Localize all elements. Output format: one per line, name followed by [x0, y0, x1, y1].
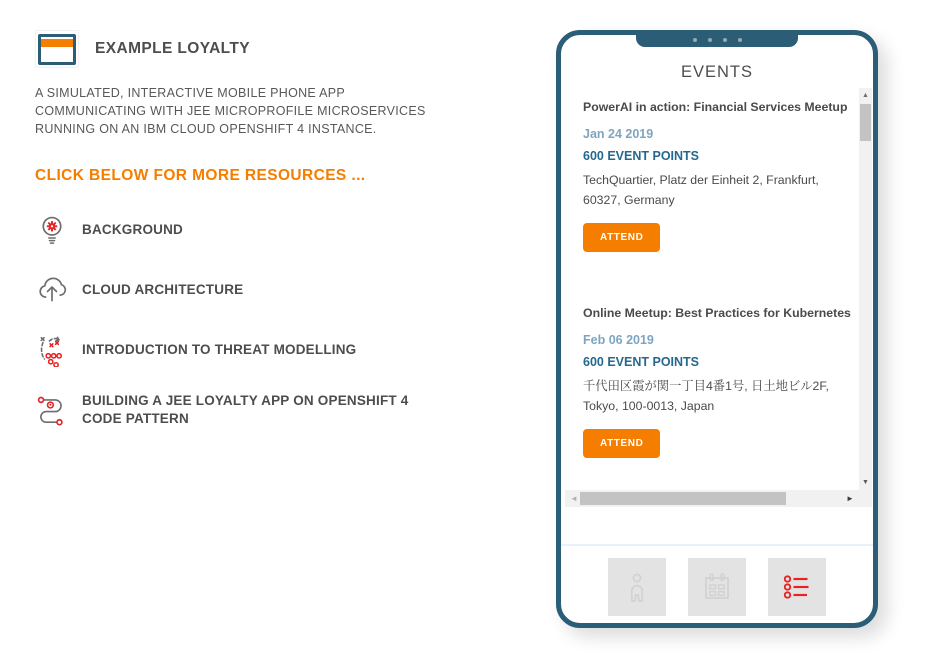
tab-events-list[interactable]	[768, 558, 826, 616]
app-header	[35, 30, 445, 68]
resource-label: INTRODUCTION TO THREAT MODELLING	[82, 341, 357, 357]
scroll-left-arrow-icon[interactable]: ◄	[570, 494, 578, 503]
code-pattern-icon	[35, 393, 69, 427]
tab-bar	[561, 558, 873, 616]
notch-dot	[693, 38, 697, 42]
tab-profile[interactable]	[608, 558, 666, 616]
notch-dot	[738, 38, 742, 42]
tab-calendar[interactable]	[688, 558, 746, 616]
event-card	[583, 100, 851, 252]
app-logo	[35, 30, 79, 68]
resource-list	[35, 211, 445, 428]
app-description: A SIMULATED, INTERACTIVE MOBILE PHONE APP COMMUNICATING WITH JEE MICROPROFILE MICROSERVICES RUNNING ON AN IBM CLOUD OPENSHIFT 4 INSTANCE.	[35, 86, 426, 136]
phone-mockup	[556, 30, 878, 628]
lightbulb-gear-icon	[35, 213, 69, 247]
page-title: EXAMPLE LOYALTY	[95, 40, 250, 57]
resource-label: CLOUD ARCHITECTURE	[82, 281, 244, 297]
info-panel	[35, 30, 445, 451]
event-title: Online Meetup: Best Practices for Kubernetes	[583, 306, 851, 320]
resources-heading: CLICK BELOW FOR MORE RESOURCES ...	[35, 167, 366, 184]
cloud-upload-icon	[35, 273, 69, 307]
notch-dot	[723, 38, 727, 42]
tab-bar-divider	[561, 544, 873, 546]
horizontal-scrollbar-thumb[interactable]	[580, 492, 786, 505]
loyalty-card-icon	[38, 34, 76, 65]
list-icon	[779, 569, 815, 605]
resource-item-threat-modelling[interactable]	[35, 331, 445, 368]
scroll-up-arrow-icon[interactable]: ▲	[862, 92, 869, 99]
resource-label: BUILDING A JEE LOYALTY APP ON OPENSHIFT 4 CODE PATTERN	[82, 392, 409, 426]
screen-title: EVENTS	[680, 63, 754, 81]
horizontal-scrollbar[interactable]	[565, 490, 872, 507]
resource-item-background[interactable]	[35, 211, 445, 248]
phone-notch	[636, 30, 798, 47]
scroll-down-arrow-icon[interactable]: ▼	[862, 479, 869, 486]
vertical-scrollbar[interactable]	[859, 88, 872, 490]
attend-button[interactable]: ATTEND	[583, 429, 660, 458]
event-card	[583, 306, 851, 458]
resource-label: BACKGROUND	[82, 221, 183, 237]
event-address: TechQuartier, Platz der Einheit 2, Frankfurt, 60327, Germany	[583, 173, 819, 207]
loyalty-card-stripe	[41, 39, 73, 47]
resource-item-cloud-architecture[interactable]	[35, 271, 445, 308]
event-date: Jan 24 2019	[583, 127, 654, 141]
event-title: PowerAI in action: Financial Services Meetup	[583, 100, 848, 114]
event-date: Feb 06 2019	[583, 333, 654, 347]
person-icon	[619, 569, 655, 605]
calendar-icon	[699, 569, 735, 605]
events-scroll-region	[565, 88, 872, 507]
event-address: 千代田区霞が関一丁目4番1号, 日土地ビル2F, Tokyo, 100-0013, Japan	[583, 379, 829, 413]
scroll-right-arrow-icon[interactable]: ►	[846, 494, 854, 503]
event-points: 600 EVENT POINTS	[583, 149, 700, 163]
strategy-icon	[35, 333, 69, 367]
notch-dot	[708, 38, 712, 42]
event-points: 600 EVENT POINTS	[583, 355, 700, 369]
resource-item-code-pattern[interactable]	[35, 391, 445, 428]
attend-button[interactable]: ATTEND	[583, 223, 660, 252]
vertical-scrollbar-thumb[interactable]	[860, 104, 871, 141]
events-list	[565, 88, 859, 490]
